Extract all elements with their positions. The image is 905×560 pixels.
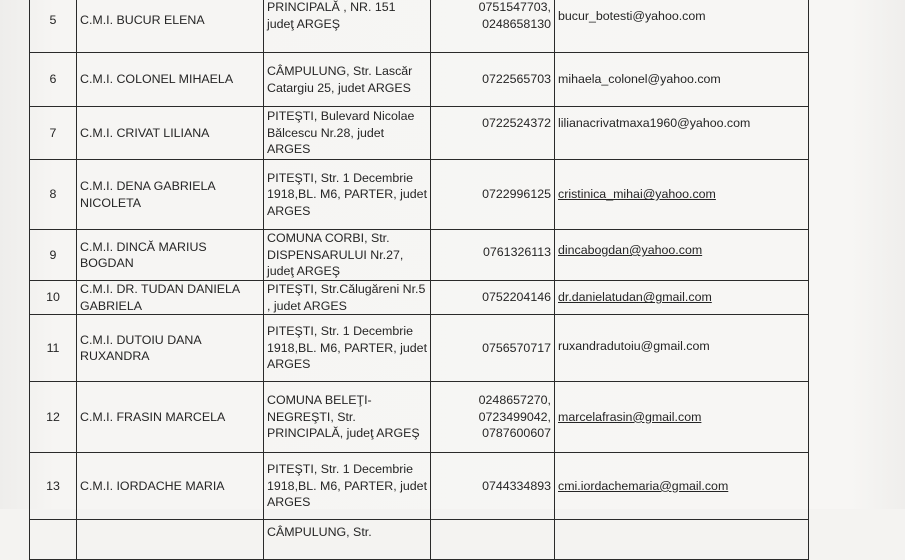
office-phone: 0248657270, 0723499042, 0787600607	[431, 382, 555, 453]
office-name	[77, 520, 264, 560]
office-name: C.M.I. DENA GABRIELA NICOLETA	[77, 160, 264, 230]
table-row	[30, 382, 809, 453]
table-row	[30, 53, 809, 107]
office-phone: 0722524372	[431, 107, 555, 160]
office-address: PRINCIPALĂ , NR. 151 judeţ ARGEŞ	[264, 0, 431, 53]
row-number: 8	[30, 160, 77, 230]
office-address: CÂMPULUNG, Str.	[264, 520, 431, 560]
row-number: 12	[30, 382, 77, 453]
medical-offices-table	[29, 0, 809, 560]
office-address: PITEŞTI, Str. 1 Decembrie 1918,BL. M6, PARTER, judet ARGES	[264, 315, 431, 382]
office-phone: 0756570717	[431, 315, 555, 382]
office-name: C.M.I. DR. TUDAN DANIELA GABRIELA	[77, 281, 264, 315]
office-phone: 0761326113	[431, 230, 555, 281]
office-email: dr.danielatudan@gmail.com	[555, 281, 809, 315]
office-phone: 0744334893	[431, 453, 555, 520]
office-address: PITEŞTI, Str. 1 Decembrie 1918,BL. M6, PARTER, judet ARGES	[264, 160, 431, 230]
office-phone: 0722565703	[431, 53, 555, 107]
row-number: 10	[30, 281, 77, 315]
office-email: dincabogdan@yahoo.com	[555, 230, 809, 281]
office-email: bucur_botesti@yahoo.com	[555, 0, 809, 53]
row-number: 13	[30, 453, 77, 520]
office-name: C.M.I. DINCĂ MARIUS BOGDAN	[77, 230, 264, 281]
office-address: COMUNA CORBI, Str. DISPENSARULUI Nr.27, judeţ ARGEŞ	[264, 230, 431, 281]
office-name: C.M.I. FRASIN MARCELA	[77, 382, 264, 453]
table-row	[30, 0, 809, 53]
office-phone: 0752204146	[431, 281, 555, 315]
table-row	[30, 107, 809, 160]
office-email: mihaela_colonel@yahoo.com	[555, 53, 809, 107]
row-number: 11	[30, 315, 77, 382]
office-address: COMUNA BELEŢI-NEGREŞTI, Str. PRINCIPALĂ, judeţ ARGEŞ	[264, 382, 431, 453]
office-phone	[431, 520, 555, 560]
table-row	[30, 230, 809, 281]
table-row	[30, 315, 809, 382]
office-email	[555, 520, 809, 560]
row-number: 5	[30, 0, 77, 53]
office-email: ruxandradutoiu@gmail.com	[555, 315, 809, 382]
row-number: 6	[30, 53, 77, 107]
office-name: C.M.I. DUTOIU DANA RUXANDRA	[77, 315, 264, 382]
row-number	[30, 520, 77, 560]
office-name: C.M.I. IORDACHE MARIA	[77, 453, 264, 520]
office-address: PITEŞTI, Str. 1 Decembrie 1918,BL. M6, PARTER, judet ARGES	[264, 453, 431, 520]
office-email: cristinica_mihai@yahoo.com	[555, 160, 809, 230]
office-name: C.M.I. COLONEL MIHAELA	[77, 53, 264, 107]
table-row	[30, 281, 809, 315]
office-name: C.M.I. BUCUR ELENA	[77, 0, 264, 53]
table-row	[30, 160, 809, 230]
table-row	[30, 520, 809, 560]
office-address: PITEŞTI, Str.Călugăreni Nr.5 , judet ARGES	[264, 281, 431, 315]
table-body	[30, 0, 809, 560]
table-row	[30, 453, 809, 520]
row-number: 9	[30, 230, 77, 281]
row-number: 7	[30, 107, 77, 160]
office-name: C.M.I. CRIVAT LILIANA	[77, 107, 264, 160]
office-email: marcelafrasin@gmail.com	[555, 382, 809, 453]
office-email: cmi.iordachemaria@gmail.com	[555, 453, 809, 520]
office-email: lilianacrivatmaxa1960@yahoo.com	[555, 107, 809, 160]
office-address: PITEŞTI, Bulevard Nicolae Bălcescu Nr.28, judet ARGES	[264, 107, 431, 160]
office-address: CÂMPULUNG, Str. Lascăr Catargiu 25, judet ARGES	[264, 53, 431, 107]
office-phone: 0722996125	[431, 160, 555, 230]
office-phone: 0751547703, 0248658130	[431, 0, 555, 53]
